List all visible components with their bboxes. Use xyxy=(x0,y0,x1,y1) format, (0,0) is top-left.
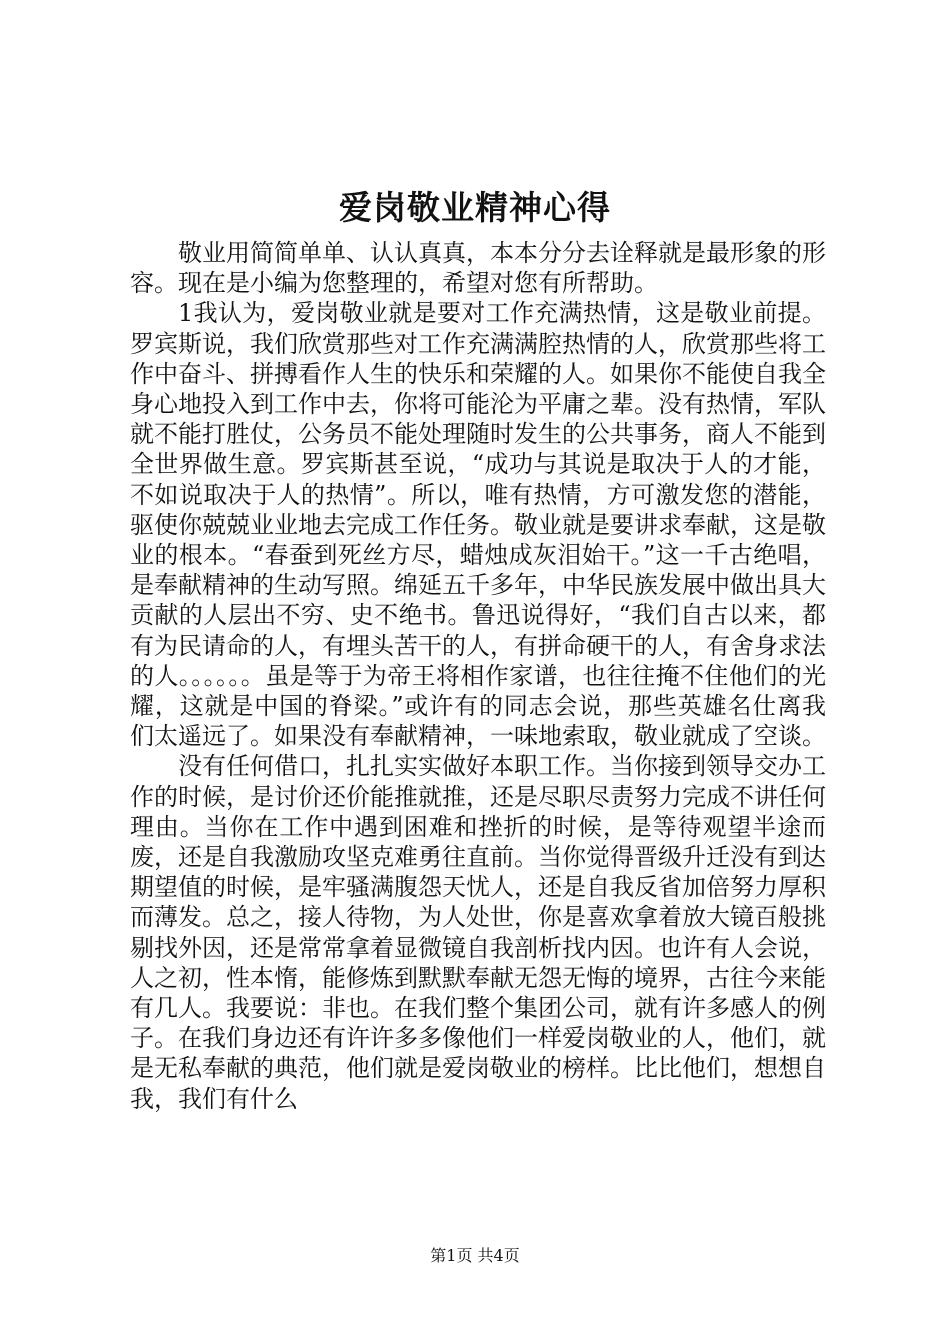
document-title: 爱岗敬业精神心得 xyxy=(339,188,611,227)
paragraph-intro: 敬业用简简单单、认认真真，本本分分去诠释就是最形象的形容。现在是小编为您整理的，希望对您有所帮助。 xyxy=(130,239,826,298)
paragraph-enthusiasm: 1我认为，爱岗敬业就是要对工作充满热情，这是敬业前提。罗宾斯说，我们欣赏那些对工作充满满腔热情的人，欣赏那些将工作中奋斗、拼搏看作人生的快乐和荣耀的人。如果你不能使自我全身心地投入到工作中去，你将可能沦为平庸之辈。没有热情，军队就不能打胜仗，公务员不能处理随时发生的公共事务，商人不能到全世界做生意。罗宾斯甚至说，“成功与其说是取决于人的才能，不如说取决于人的热情”。所以，唯有热情，方可激发您的潜能，驱使你兢兢业业地去完成工作任务。敬业就是要讲求奉献，这是敬业的根本。“春蚕到死丝方尽，蜡烛成灰泪始干。”这一千古绝唱，是奉献精神的生动写照。绵延五千多年，中华民族发展中做出具大贡献的人层出不穷、史不绝书。鲁迅说得好，“我们自古以来，都有为民请命的人，有埋头苦干的人，有拼命硬干的人，有舍身求法的人。。。。。。虽是等于为帝王将相作家谱，也往往掩不住他们的光耀，这就是中国的脊梁。”或许有的同志会说，那些英雄名仕离我们太遥远了。如果没有奉献精神，一味地索取，敬业就成了空谈。 xyxy=(130,299,826,751)
paragraph-no-excuses: 没有任何借口，扎扎实实做好本职工作。当你接到领导交办工作的时候，是讨价还价能推就推，还是尽职尽责努力完成不讲任何理由。当你在工作中遇到困难和挫折的时候，是等待观望半途而废，还是自我激励攻坚克难勇往直前。当你觉得晋级升迁没有到达期望值的时候，是牢骚满腹怨天忧人，还是自我反省加倍努力厚积而薄发。总之，接人待物，为人处世，你是喜欢拿着放大镜百般挑剔找外因，还是常常拿着显微镜自我剖析找内因。也许有人会说，人之初，性本惰，能修炼到默默奉献无怨无悔的境界，古往今来能有几人。我要说：非也。在我们整个集团公司，就有许多感人的例子。在我们身边还有许许多多像他们一样爱岗敬业的人，他们，就是无私奉献的典范，他们就是爱岗敬业的榜样。比比他们，想想自我，我们有什么 xyxy=(130,752,826,1113)
document-body xyxy=(130,238,826,1114)
page-number-footer: 第1页 共4页 xyxy=(430,1246,520,1265)
